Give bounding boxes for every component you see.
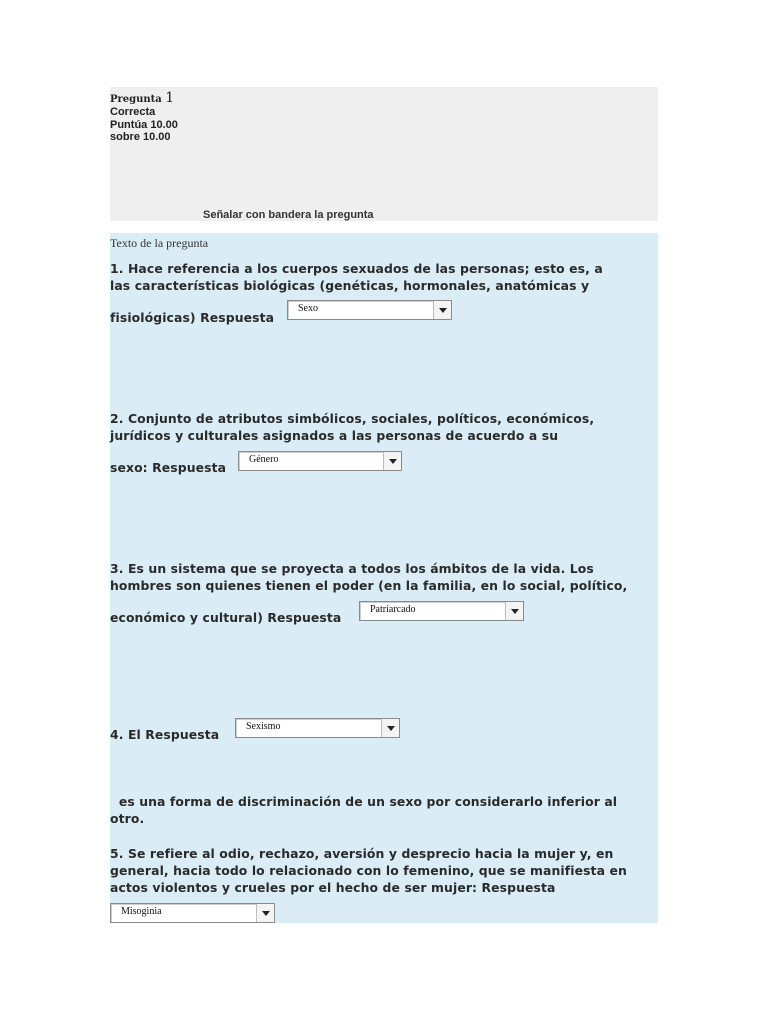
- item-text-line: sexo: Respuesta: [110, 460, 227, 475]
- question-info-panel: [110, 87, 658, 221]
- question-state: Correcta: [110, 106, 156, 118]
- answer-select-2[interactable]: [238, 451, 402, 471]
- question-item-1: [110, 260, 658, 294]
- answer-select-value: Sexismo: [246, 721, 281, 732]
- chevron-down-icon[interactable]: [256, 904, 274, 922]
- answer-select-5[interactable]: [110, 903, 275, 923]
- question-state-block: [110, 87, 204, 221]
- answer-select-value: Sexo: [298, 303, 318, 314]
- answer-select-3[interactable]: [359, 601, 524, 621]
- item-text-line: actos violentos y crueles por el hecho de ser mujer: Respuesta: [110, 880, 556, 895]
- answer-select-1[interactable]: [287, 300, 452, 320]
- answer-select-value: Patriarcado: [370, 604, 416, 615]
- item-text-line: es una forma de discriminación de un sexo por considerarlo inferior al: [110, 794, 618, 809]
- item-text-line: las características biológicas (genéticas, hormonales, anatómicas y: [110, 278, 590, 293]
- item-text-line: hombres son quienes tienen el poder (en la familia, en lo social, político,: [110, 578, 628, 593]
- question-item-2: [110, 410, 658, 444]
- question-item-4: [110, 793, 658, 827]
- chevron-down-icon[interactable]: [433, 301, 451, 319]
- answer-select-value: Misoginia: [121, 906, 162, 917]
- question-content: [110, 233, 658, 923]
- item-text-line: 5. Se refiere al odio, rechazo, aversión y desprecio hacia la mujer y, en: [110, 846, 614, 861]
- item-text-line: 1. Hace referencia a los cuerpos sexuados de las personas; esto es, a: [110, 261, 603, 276]
- item-text-line: 2. Conjunto de atributos simbólicos, sociales, políticos, económicos,: [110, 411, 595, 426]
- item-text-line: económico y cultural) Respuesta: [110, 610, 342, 625]
- question-number: [110, 90, 174, 106]
- question-item-3: [110, 560, 658, 594]
- item-text-line: 3. Es un sistema que se proyecta a todos los ámbitos de la vida. Los: [110, 561, 594, 576]
- chevron-down-icon[interactable]: [383, 452, 401, 470]
- question-item-5: [110, 845, 658, 896]
- item-text-line: 4. El Respuesta: [110, 727, 220, 742]
- flag-question-link[interactable]: Señalar con bandera la pregunta: [203, 209, 374, 221]
- chevron-down-icon[interactable]: [381, 719, 399, 737]
- item-text-line: general, hacia todo lo relacionado con lo femenino, que se manifiesta en: [110, 863, 627, 878]
- chevron-down-icon[interactable]: [505, 602, 523, 620]
- question-grade: Puntúa 10.00 sobre 10.00: [110, 119, 178, 143]
- answer-select-4[interactable]: [235, 718, 400, 738]
- answer-select-value: Género: [249, 454, 279, 465]
- item-text-line: otro.: [110, 811, 145, 826]
- question-word: Pregunta: [110, 94, 162, 105]
- question-text-label: Texto de la pregunta: [110, 236, 209, 250]
- question-number-value: 1: [165, 90, 175, 106]
- item-text-line: fisiológicas) Respuesta: [110, 310, 275, 325]
- item-text-line: jurídicos y culturales asignados a las personas de acuerdo a su: [110, 428, 559, 443]
